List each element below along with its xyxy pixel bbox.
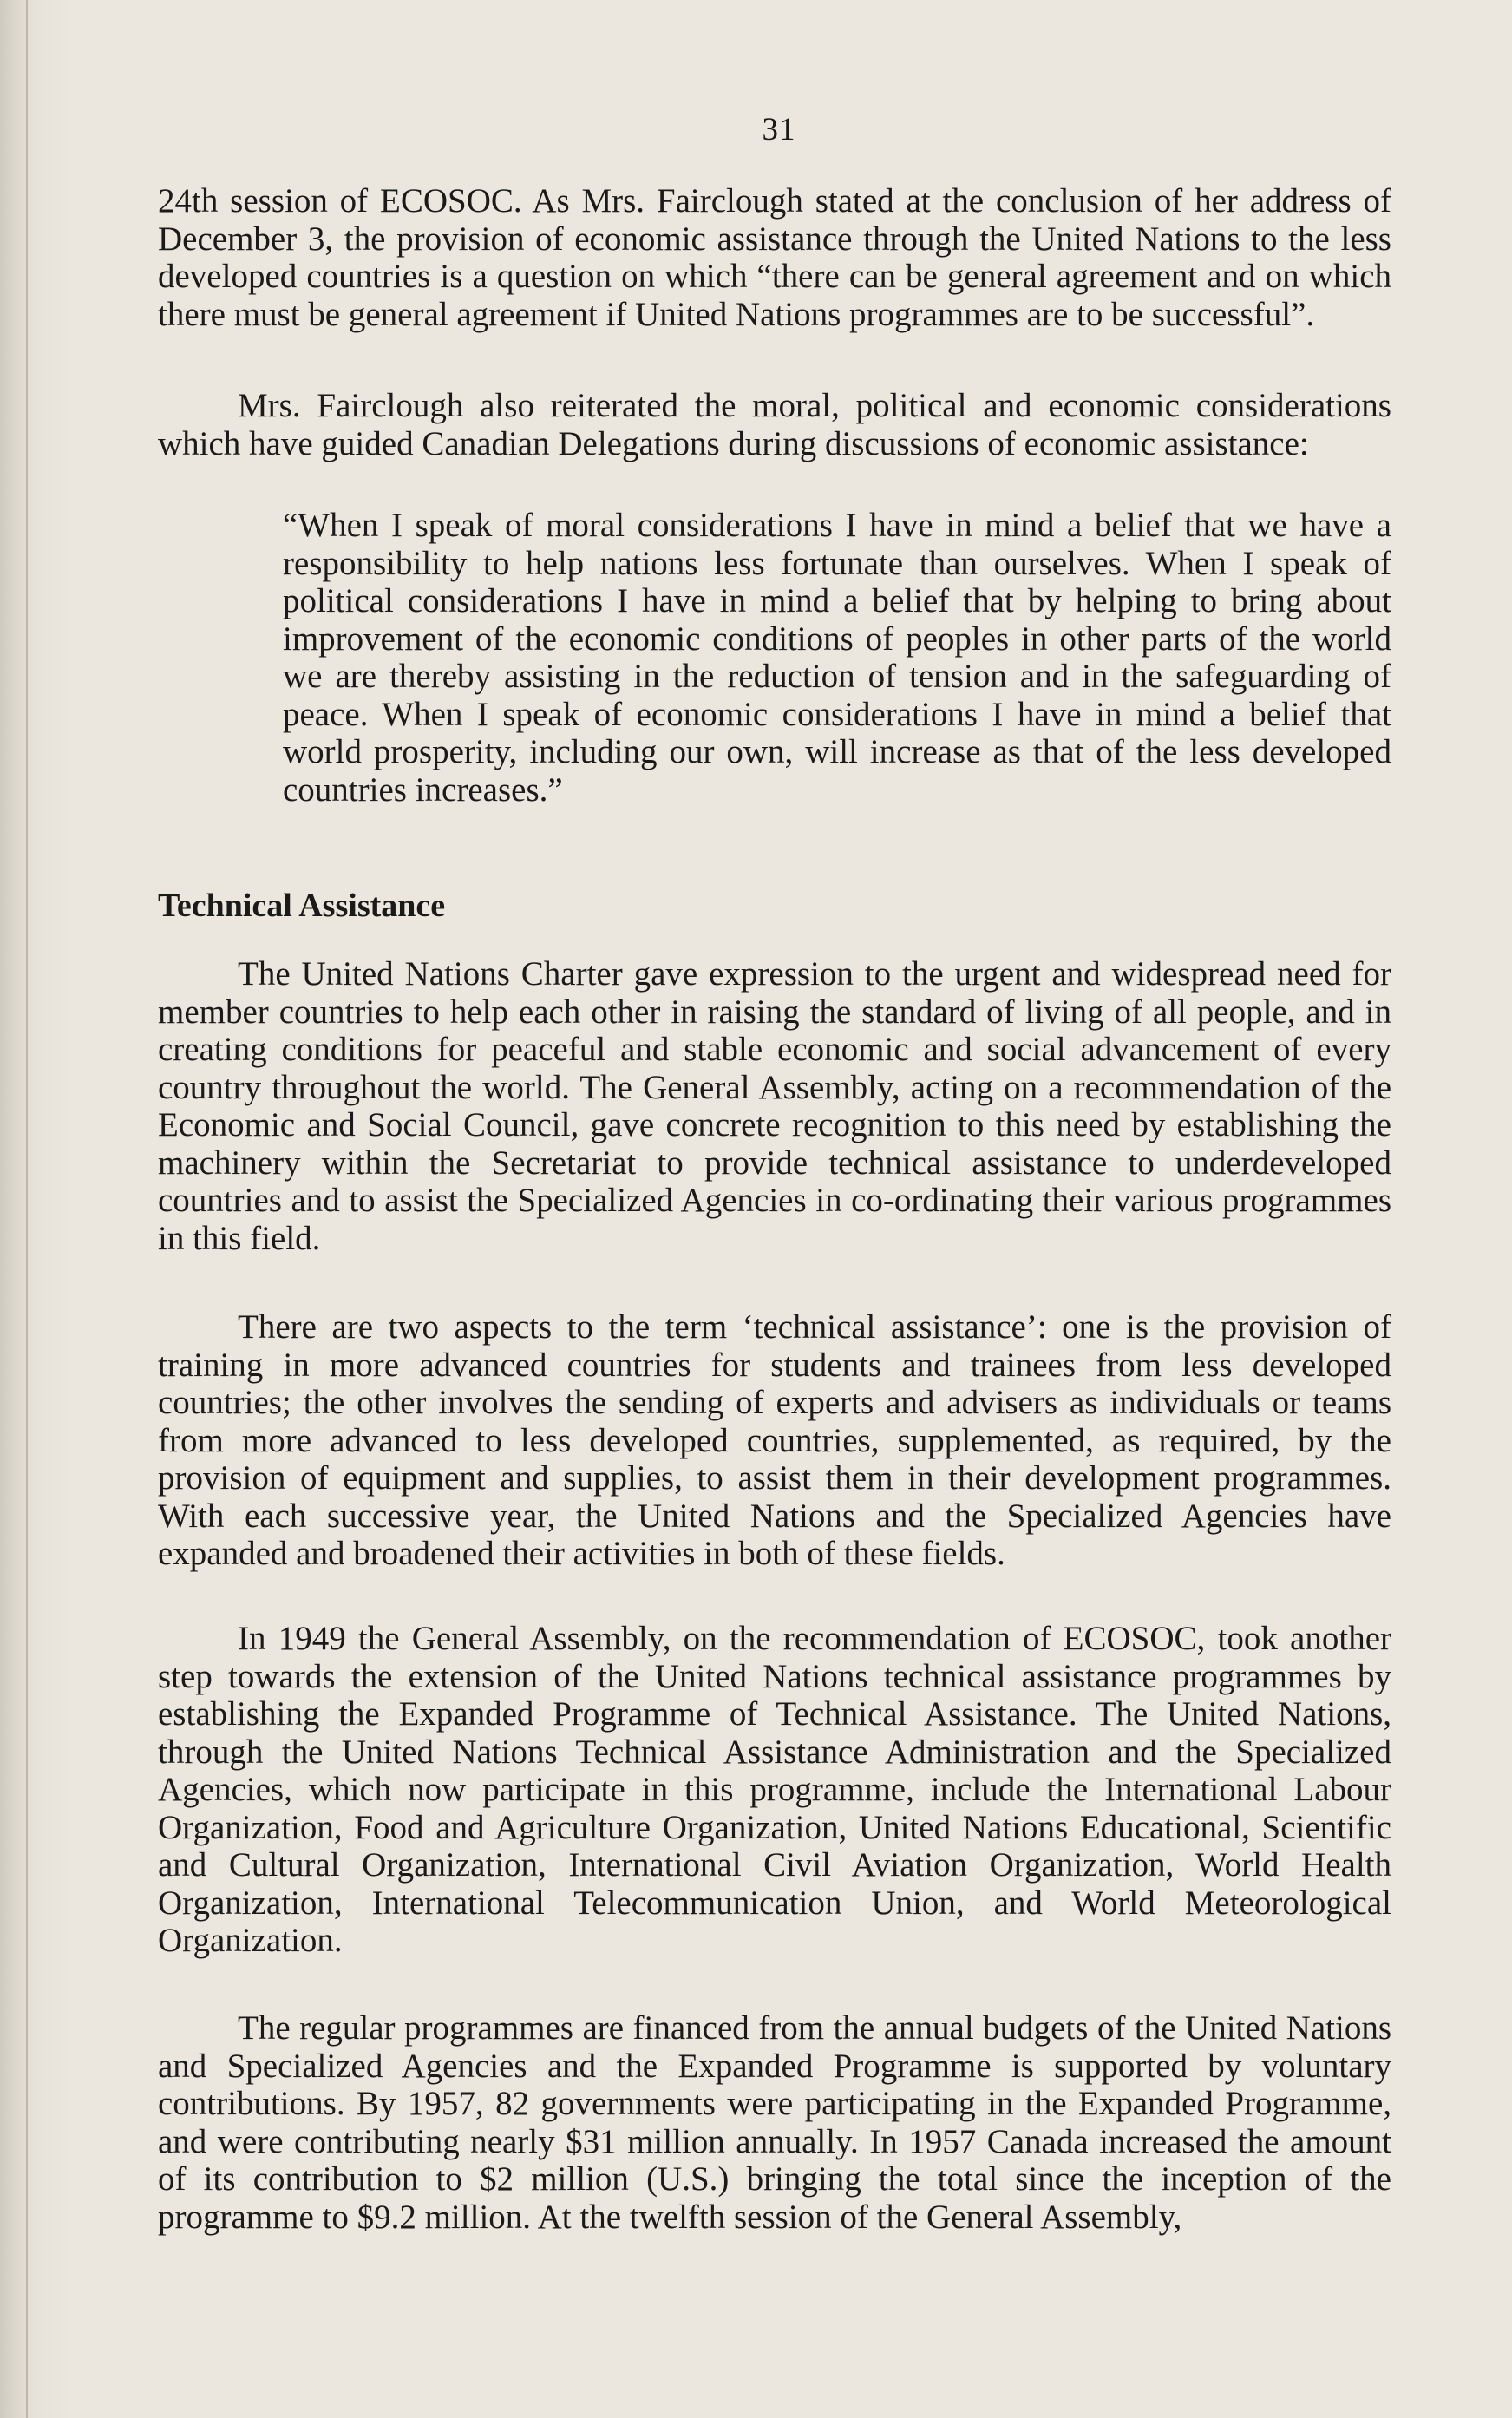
paragraph-financing: The regular programmes are financed from the annual budgets of the United Nations and Specialized Agencies and the Expanded Programme is supported by voluntary contributions. By 1957, 82 governments were participating in the Expanded Programme, and were contributing nearly $31 million annually. In 1957 Canada increased the amount of its contribution to $2 million (U.S.) bringing the total since the inception of the programme to $9.2 million. At the twelfth session of the General Assembly, [158,2009,1391,2236]
paragraph-un-charter: The United Nations Charter gave expression to the urgent and widespread need for member countries to help each other in raising the standard of living of all people, and in creating conditions for peaceful and stable economic and social advancement of every country throughout the world. The General Assembly, acting on a recommendation of the Economic and Social Council, gave concrete recognition to this need by establishing the machinery within the Secretariat to provide technical assistance to underdeveloped countries and to assist the Specialized Agencies in co-ordinating their various programmes in this field. [158,955,1391,1257]
quotation-fairclough: “When I speak of moral considerations I have in mind a belief that we have a responsibility to help nations less fortunate than ourselves. When I speak of political considerations I have in mind a belief that by helping to bring about improvement of the economic conditions of peoples in other parts of the world we are thereby assisting in the reduction of tension and in the safeguarding of peace. When I speak of economic considerations I have in mind a belief that world prosperity, including our own, will increase as that of the less developed countries increases.” [283,507,1391,809]
page-number: 31 [762,112,796,147]
binding-gutter [26,0,28,2418]
paragraph-two-aspects: There are two aspects to the term ‘technical assistance’: one is the provision of training in more advanced countries for students and trainees from less developed countries; the other involves the sending of experts and advisers as individuals or teams from more advanced to less developed countries, supplemented, as required, by the provision of equipment and supplies, to assist them in their development programmes. With each successive year, the United Nations and the Specialized Agencies have expanded and broadened their activities in both of these fields. [158,1308,1391,1572]
paragraph-ecosoc-session: 24th session of ECOSOC. As Mrs. Fairclough stated at the conclusion of her address of December 3, the provision of economic assistance through the United Nations to the less developed countries is a question on which “there can be general agreement and on which there must be general agreement if United Nations programmes are to be successful”. [158,182,1391,333]
paragraph-expanded-programme: In 1949 the General Assembly, on the recommendation of ECOSOC, took another step towards the extension of the United Nations technical assistance programmes by establishing the Expanded Programme of Technical Assistance. The United Nations, through the United Nations Technical Assistance Administration and the Specialized Agencies, which now participate in this programme, include the International Labour Organization, Food and Agriculture Organization, United Nations Educational, Scientific and Cultural Organization, International Civil Aviation Organization, World Health Organization, International Telecommunication Union, and World Meteorological Organization. [158,1620,1391,1959]
paragraph-considerations: Mrs. Fairclough also reiterated the moral, political and economic considerations which have guided Canadian Delegations during discussions of economic assistance: [158,387,1391,462]
section-heading-technical-assistance: Technical Assistance [158,888,446,924]
